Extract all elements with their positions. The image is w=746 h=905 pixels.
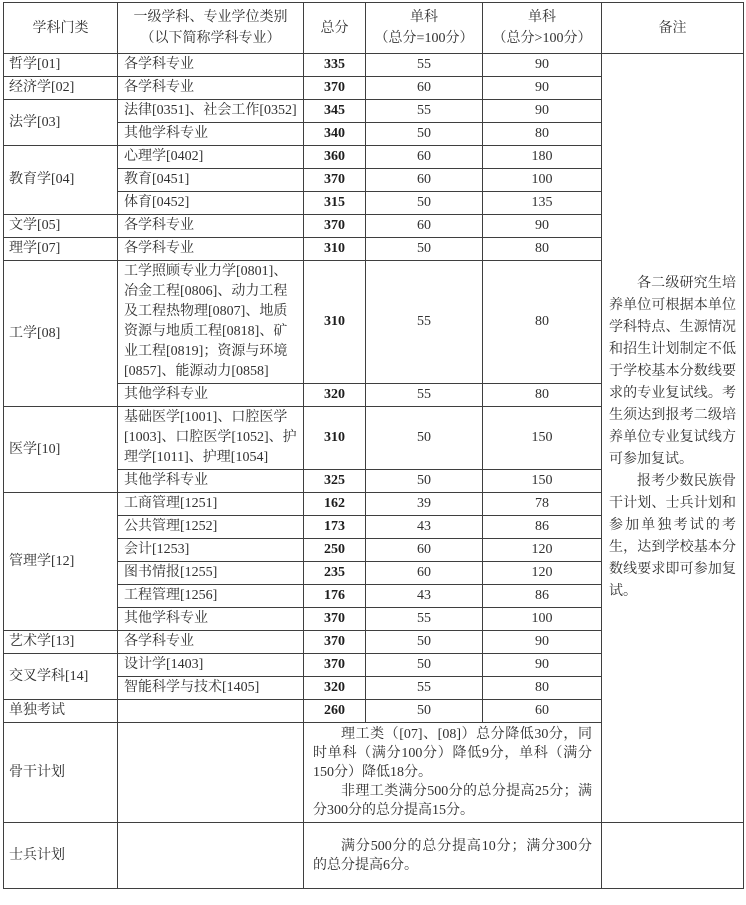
total-score-cell: 370 xyxy=(304,654,366,677)
subgt100-score-cell: 90 xyxy=(483,215,602,238)
sub100-score-cell: 55 xyxy=(366,608,483,631)
total-score-cell: 250 xyxy=(304,539,366,562)
total-score-cell: 310 xyxy=(304,238,366,261)
category-cell: 经济学[02] xyxy=(4,77,118,100)
header-sub100-line2: （总分=100分） xyxy=(374,31,474,46)
subgt100-score-cell: 80 xyxy=(483,238,602,261)
sub100-score-cell: 55 xyxy=(366,100,483,123)
subgt100-score-cell: 90 xyxy=(483,631,602,654)
category-cell: 法学[03] xyxy=(4,100,118,146)
subgt100-score-cell: 78 xyxy=(483,493,602,516)
total-score-cell: 260 xyxy=(304,700,366,723)
header-major xyxy=(118,3,304,54)
sub100-score-cell: 43 xyxy=(366,585,483,608)
empty-major-cell xyxy=(118,723,304,823)
total-score-cell: 325 xyxy=(304,470,366,493)
sub100-score-cell: 60 xyxy=(366,169,483,192)
category-cell: 理学[07] xyxy=(4,238,118,261)
special-note-paragraph: 理工类（[07]、[08]）总分降低30分，同时单科（满分100分）降低9分，单科（满分150分）降低18分。 xyxy=(313,727,592,780)
header-category: 学科门类 xyxy=(4,3,118,54)
major-cell: 公共管理[1252] xyxy=(118,516,304,539)
category-cell: 医学[10] xyxy=(4,407,118,493)
major-cell: 各学科专业 xyxy=(118,215,304,238)
total-score-cell: 370 xyxy=(304,631,366,654)
subgt100-score-cell: 90 xyxy=(483,77,602,100)
header-subgt100-line2: （总分>100分） xyxy=(492,31,592,46)
subgt100-score-cell: 80 xyxy=(483,384,602,407)
subgt100-score-cell: 180 xyxy=(483,146,602,169)
special-note-paragraph: 非理工类满分500分的总分提高25分；满分300分的总分提高15分。 xyxy=(313,784,592,818)
sub100-score-cell: 50 xyxy=(366,238,483,261)
total-score-cell: 370 xyxy=(304,77,366,100)
category-cell: 教育学[04] xyxy=(4,146,118,215)
subgt100-score-cell: 100 xyxy=(483,608,602,631)
remark-cell xyxy=(602,54,744,823)
sub100-score-cell: 60 xyxy=(366,562,483,585)
category-cell: 交叉学科[14] xyxy=(4,654,118,700)
major-cell: 工程管理[1256] xyxy=(118,585,304,608)
sub100-score-cell: 50 xyxy=(366,631,483,654)
header-total-score: 总分 xyxy=(304,3,366,54)
header-subgt100-line1: 单科 xyxy=(528,10,556,25)
subgt100-score-cell: 120 xyxy=(483,562,602,585)
major-cell: 其他学科专业 xyxy=(118,123,304,146)
sub100-score-cell: 60 xyxy=(366,77,483,100)
header-row xyxy=(4,3,744,54)
subgt100-score-cell: 135 xyxy=(483,192,602,215)
total-score-cell: 235 xyxy=(304,562,366,585)
total-score-cell: 320 xyxy=(304,384,366,407)
total-score-cell: 370 xyxy=(304,169,366,192)
special-note-cell xyxy=(304,723,602,823)
sub100-score-cell: 50 xyxy=(366,470,483,493)
major-cell: 工商管理[1251] xyxy=(118,493,304,516)
total-score-cell: 340 xyxy=(304,123,366,146)
major-cell: 各学科专业 xyxy=(118,238,304,261)
sub100-score-cell: 60 xyxy=(366,215,483,238)
header-major-line2: （以下简称学科专业） xyxy=(140,31,281,46)
category-cell: 文学[05] xyxy=(4,215,118,238)
sub100-score-cell: 50 xyxy=(366,123,483,146)
major-cell: 工学照顾专业力学[0801]、冶金工程[0806]、动力工程及工程热物理[0807]、地质资源与地质工程[0818]、矿业工程[0819]；资源与环境[0857]、能源动力[0858] xyxy=(118,261,304,384)
header-remark: 备注 xyxy=(602,3,744,54)
major-cell: 设计学[1403] xyxy=(118,654,304,677)
score-table-body xyxy=(4,54,744,889)
sub100-score-cell: 55 xyxy=(366,677,483,700)
total-score-cell: 345 xyxy=(304,100,366,123)
major-cell: 其他学科专业 xyxy=(118,470,304,493)
remark-paragraph: 报考少数民族骨干计划、士兵计划和参加单独考试的考生，达到学校基本分数线要求即可参加复试。 xyxy=(609,474,736,599)
major-cell: 法律[0351]、社会工作[0352] xyxy=(118,100,304,123)
sub100-score-cell: 55 xyxy=(366,54,483,77)
remark-paragraph: 各二级研究生培养单位可根据本单位学科特点、生源情况和招生计划制定不低于学校基本分数线要求的专业复试线。考生须达到报考二级培养单位专业复试线方可参加复试。 xyxy=(609,276,736,467)
sub100-score-cell: 60 xyxy=(366,539,483,562)
sub100-score-cell: 50 xyxy=(366,654,483,677)
total-score-cell: 320 xyxy=(304,677,366,700)
total-score-cell: 310 xyxy=(304,407,366,470)
major-cell: 各学科专业 xyxy=(118,631,304,654)
score-table xyxy=(3,2,744,889)
total-score-cell: 176 xyxy=(304,585,366,608)
category-cell: 骨干计划 xyxy=(4,723,118,823)
total-score-cell: 370 xyxy=(304,608,366,631)
major-cell: 教育[0451] xyxy=(118,169,304,192)
total-score-cell: 173 xyxy=(304,516,366,539)
subgt100-score-cell: 86 xyxy=(483,585,602,608)
empty-major-cell xyxy=(118,823,304,889)
empty-remark-cell xyxy=(602,823,744,889)
major-cell xyxy=(118,700,304,723)
major-cell: 智能科学与技术[1405] xyxy=(118,677,304,700)
subgt100-score-cell: 100 xyxy=(483,169,602,192)
category-cell: 单独考试 xyxy=(4,700,118,723)
subgt100-score-cell: 150 xyxy=(483,470,602,493)
total-score-cell: 360 xyxy=(304,146,366,169)
sub100-score-cell: 50 xyxy=(366,700,483,723)
major-cell: 其他学科专业 xyxy=(118,608,304,631)
header-sub100 xyxy=(366,3,483,54)
major-cell: 其他学科专业 xyxy=(118,384,304,407)
subgt100-score-cell: 80 xyxy=(483,261,602,384)
sub100-score-cell: 43 xyxy=(366,516,483,539)
table-row-special xyxy=(4,823,744,889)
table-row xyxy=(4,54,744,77)
subgt100-score-cell: 90 xyxy=(483,654,602,677)
subgt100-score-cell: 60 xyxy=(483,700,602,723)
sub100-score-cell: 39 xyxy=(366,493,483,516)
subgt100-score-cell: 120 xyxy=(483,539,602,562)
total-score-cell: 315 xyxy=(304,192,366,215)
category-cell: 艺术学[13] xyxy=(4,631,118,654)
header-subgt100 xyxy=(483,3,602,54)
sub100-score-cell: 60 xyxy=(366,146,483,169)
total-score-cell: 310 xyxy=(304,261,366,384)
subgt100-score-cell: 86 xyxy=(483,516,602,539)
header-major-line1: 一级学科、专业学位类别 xyxy=(133,10,288,25)
subgt100-score-cell: 90 xyxy=(483,100,602,123)
total-score-cell: 335 xyxy=(304,54,366,77)
sub100-score-cell: 50 xyxy=(366,192,483,215)
major-cell: 各学科专业 xyxy=(118,54,304,77)
category-cell: 管理学[12] xyxy=(4,493,118,631)
major-cell: 基础医学[1001]、口腔医学[1003]、口腔医学[1052]、护理学[1011]、护理[1054] xyxy=(118,407,304,470)
sub100-score-cell: 55 xyxy=(366,384,483,407)
category-cell: 士兵计划 xyxy=(4,823,118,889)
subgt100-score-cell: 150 xyxy=(483,407,602,470)
subgt100-score-cell: 80 xyxy=(483,123,602,146)
major-cell: 各学科专业 xyxy=(118,77,304,100)
major-cell: 心理学[0402] xyxy=(118,146,304,169)
total-score-cell: 162 xyxy=(304,493,366,516)
sub100-score-cell: 55 xyxy=(366,261,483,384)
total-score-cell: 370 xyxy=(304,215,366,238)
sub100-score-cell: 50 xyxy=(366,407,483,470)
major-cell: 体育[0452] xyxy=(118,192,304,215)
major-cell: 会计[1253] xyxy=(118,539,304,562)
special-note-paragraph: 满分500分的总分提高10分；满分300分的总分提高6分。 xyxy=(313,838,592,873)
category-cell: 哲学[01] xyxy=(4,54,118,77)
major-cell: 图书情报[1255] xyxy=(118,562,304,585)
category-cell: 工学[08] xyxy=(4,261,118,407)
subgt100-score-cell: 80 xyxy=(483,677,602,700)
subgt100-score-cell: 90 xyxy=(483,54,602,77)
special-note-cell xyxy=(304,823,602,889)
header-sub100-line1: 单科 xyxy=(410,10,438,25)
